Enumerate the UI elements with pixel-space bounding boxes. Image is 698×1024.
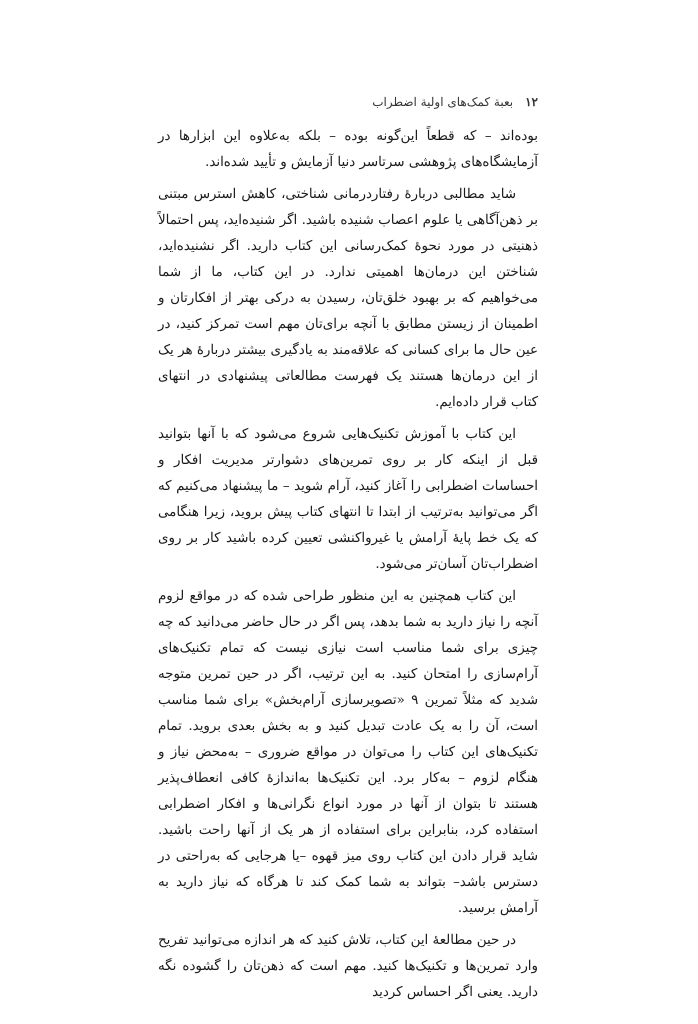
- running-header: [158, 92, 538, 112]
- paragraph-4: این کتاب همچنین به این منظور طراحی شده که در مواقع لزوم آنچه را نیاز دارید به شما بدهد، پس اگر در حال حاضر می‌دانید که چه چیزی برای شما مناسب است نیازی نیست که تمام تکنیک‌های آرام‌سازی را امتحان کنید. به این ترتیب، اگر در حین تمرین متوجه شدید که مثلاً تمرین ۹ «تصویرسازی آرام‌بخش» برای شما مناسب است، آن را به یک عادت تبدیل کنید و به بخش بعدی بروید. تمام تکنیک‌های این کتاب را می‌توان در مواقع ضروری – به‌محض نیاز و هنگام لزوم – به‌کار برد. این تکنیک‌ها به‌اندازهٔ کافی انعطاف‌پذیر هستند تا بتوان از آنها در مورد انواع نگرانی‌ها و افکار اضطرابی استفاده کرد، بنابراین برای استفاده از هر یک از آنها راحت باشید. شاید قرار دادن این کتاب روی میز قهوه –یا هرجایی که به‌راحتی در دسترس باشد– بتواند به شما کمک کند تا هرگاه که نیاز دارید به آرامش برسید.: [158, 589, 538, 916]
- paragraph-1: بوده‌اند – که قطعاً این‌گونه بوده – بلکه به‌علاوه این ابزارها در آزمایشگاه‌های پژوهشی سرتاسر دنیا آزمایش و تأیید شده‌اند.: [158, 129, 538, 170]
- running-title: بعبة كمک‌های اولية اضطراب: [372, 95, 514, 109]
- paragraph-3: این کتاب با آموزش تکنیک‌هایی شروع می‌شود که با آنها بتوانید قبل از اینکه کار بر روی تمرین‌های دشوارتر مدیریت افکار و احساسات اضطرابی را آغاز کنید، آرام شوید – ما پیشنهاد می‌کنیم که اگر می‌توانید به‌ترتیب از ابتدا تا انتهای کتاب پیش بروید، زیرا هنگامی که یک خط پایهٔ آرامش یا غیرواکنشی تعیین کرده باشید کار بر روی اضطراب‌تان آسان‌تر می‌شود.: [158, 427, 538, 572]
- paragraph-5: در حین مطالعهٔ این کتاب، تلاش کنید که هر اندازه می‌توانید تفریح وارد تمرین‌ها و تکنیک‌ها کنید. مهم است که ذهن‌تان را گشوده نگه دارید. یعنی اگر احساس کردید: [158, 933, 538, 1000]
- body-text: [158, 124, 538, 1012]
- paragraph-2: شاید مطالبی دربارهٔ رفتاردرمانی شناختی، کاهش استرس مبتنی بر ذهن‌آگاهی یا علوم اعصاب شنیده باشید. اگر شنیده‌اید، پس احتمالاً ذهنیتی در مورد نحوهٔ کمک‌رسانی این کتاب دارید. اگر نشنیده‌اید، شناختن این درمان‌ها اهمیتی ندارد. در این کتاب، ما از شما می‌خواهیم که بر بهبود خلق‌تان، رسیدن به درکی بهتر از افکارتان و اطمینان از زیستن مطابق با آنچه برای‌تان مهم است تمرکز کنید، در عین حال ما برای کسانی که علاقه‌مند به یادگیری بیشتر دربارهٔ هر یک از این درمان‌ها هستند یک فهرست مطالعاتی پیشنهادی در انتهای کتاب قرار داده‌ایم.: [158, 187, 538, 410]
- page-number: ۱۲: [525, 95, 538, 109]
